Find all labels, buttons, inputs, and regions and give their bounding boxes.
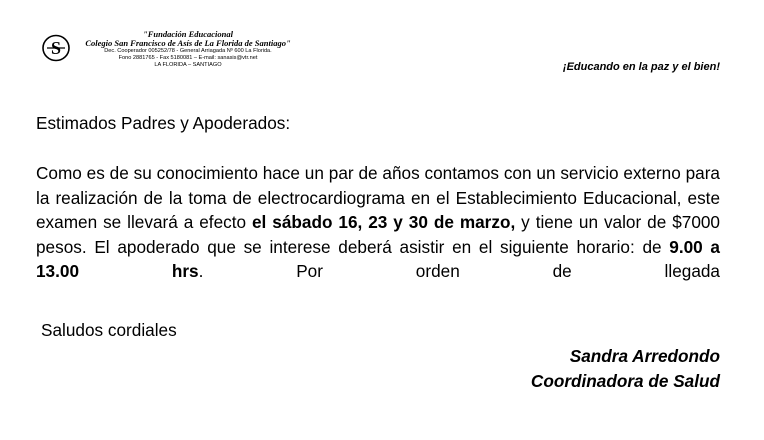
- foundation-name: "Fundación Educacional: [143, 29, 233, 39]
- body-text-1: Como es de su conocimiento hace un par de años contamos con un servicio externo para la realización de la toma de electrocardiograma en el Establecimiento Educacional, este examen se llevará a efecto: [36, 163, 720, 232]
- signature-name: Sandra Arredondo: [569, 346, 720, 366]
- school-crest-s-icon: [42, 34, 70, 62]
- body-paragraph: [36, 161, 720, 284]
- letterhead: [42, 30, 292, 78]
- decree-address: Dec. Cooperador 005252/78 - General Arriagada Nº 600 La Florida.: [104, 47, 272, 54]
- letterhead-text: [78, 30, 298, 69]
- body-text-3: . Por orden de llegada: [198, 261, 720, 281]
- motto: ¡Educando en la paz y el bien!: [562, 61, 720, 73]
- body-text-2: y tiene un valor de $7000 pesos. El apoderado que se interese deberá asistir en el siguiente horario: de: [36, 212, 720, 257]
- body-dates: el sábado 16, 23 y 30 de marzo,: [252, 212, 516, 232]
- school-name: Colegio San Francisco de Asís de La Florida de Santiago": [85, 37, 291, 48]
- svg-text:S: S: [50, 38, 62, 58]
- location: LA FLORIDA – SANTIAGO: [154, 61, 222, 68]
- greeting: Estimados Padres y Apoderados:: [36, 113, 291, 133]
- signature-title: Coordinadora de Salud: [530, 371, 720, 391]
- contact-info: Fono 2881765 - Fax 5180081 – E-mail: sanasis@vtr.net: [118, 54, 258, 61]
- signature: [531, 344, 720, 394]
- body-hours: 9.00 a 13.00 hrs: [36, 236, 720, 281]
- closing: Saludos cordiales: [41, 320, 177, 340]
